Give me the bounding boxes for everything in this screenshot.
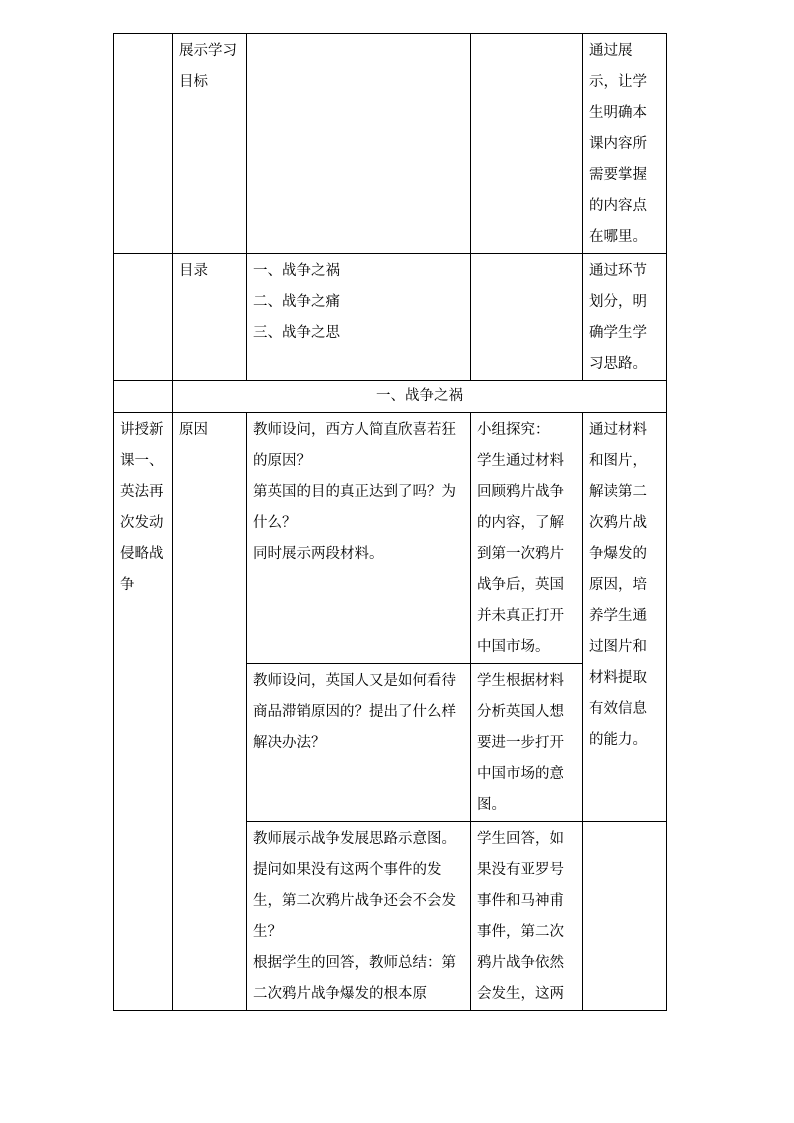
purpose-cell-empty: [583, 822, 667, 1011]
purpose-text: 通过环节划分，明确学生学习思路。: [589, 263, 647, 372]
student-activity-text: 学生通过材料回顾鸦片战争的内容，了解到第一次鸦片战争后，英国并未真正打开中国市场。: [477, 453, 564, 655]
step-label: 原因: [179, 422, 208, 438]
teacher-activity-text: 第英国的目的真正达到了吗？为什么？: [253, 484, 456, 531]
toc-item: 一、战争之祸: [253, 263, 340, 279]
teacher-activity-text: 同时展示两段材料。: [253, 546, 384, 562]
lesson-plan-table: [113, 33, 667, 1011]
stage-cell: [114, 413, 173, 1011]
student-activity-text: 学生回答，如果没有亚罗号事件和马神甫事件，第二次鸦片战争依然会发生，这两: [477, 831, 564, 1002]
step-cell: [173, 34, 247, 254]
row-section-title: [114, 381, 667, 413]
step-label: 目录: [179, 263, 208, 279]
teacher-activity-text: 提问如果没有这两个事件的发生，第二次鸦片战争还会不会发生？: [253, 862, 456, 940]
step-cell: [173, 413, 247, 1011]
teacher-activity-cell: [247, 413, 471, 664]
teacher-activity-text: 教师设问，西方人简直欣喜若狂的原因？: [253, 422, 456, 469]
row-table-of-contents: [114, 254, 667, 381]
row-cause-block-1: [114, 413, 667, 664]
teacher-activity-cell: [247, 822, 471, 1011]
stage-cell-empty: [114, 254, 173, 381]
student-activity-cell-empty: [471, 34, 583, 254]
student-activity-cell: [471, 413, 583, 664]
student-activity-cell: [471, 664, 583, 822]
toc-list-cell: [247, 254, 471, 381]
student-activity-text: 学生根据材料分析英国人想要进一步打开中国市场的意图。: [477, 673, 564, 813]
section-title: 一、战争之祸: [173, 381, 667, 413]
stage-cell-empty: [114, 381, 173, 413]
teacher-activity-text: 教师展示战争发展思路示意图。: [253, 831, 456, 847]
purpose-cell: [583, 34, 667, 254]
teacher-activity-text: 根据学生的回答，教师总结：第二次鸦片战争爆发的根本原: [253, 955, 456, 1002]
row-learning-goals: [114, 34, 667, 254]
step-cell: [173, 254, 247, 381]
toc-item: 二、战争之痛: [253, 294, 340, 310]
student-activity-text: 小组探究：: [477, 422, 550, 438]
purpose-cell: [583, 254, 667, 381]
toc-item: 三、战争之思: [253, 325, 340, 341]
student-activity-cell: [471, 822, 583, 1011]
stage-label: 讲授新课一、英法再次发动侵略战争: [120, 422, 164, 593]
purpose-text: 通过展示，让学生明确本课内容所需要掌握的内容点在哪里。: [589, 43, 647, 245]
step-label: 展示学习目标: [179, 43, 237, 90]
purpose-cell: [583, 413, 667, 822]
teacher-activity-cell-empty: [247, 34, 471, 254]
student-activity-cell-empty: [471, 254, 583, 381]
teacher-activity-cell: [247, 664, 471, 822]
stage-cell-empty: [114, 34, 173, 254]
purpose-text: 通过材料和图片，解读第二次鸦片战争爆发的原因，培养学生通过图片和材料提取有效信息的能力。: [589, 422, 647, 748]
teacher-activity-text: 教师设问，英国人又是如何看待商品滞销原因的？提出了什么样解决办法？: [253, 673, 456, 751]
